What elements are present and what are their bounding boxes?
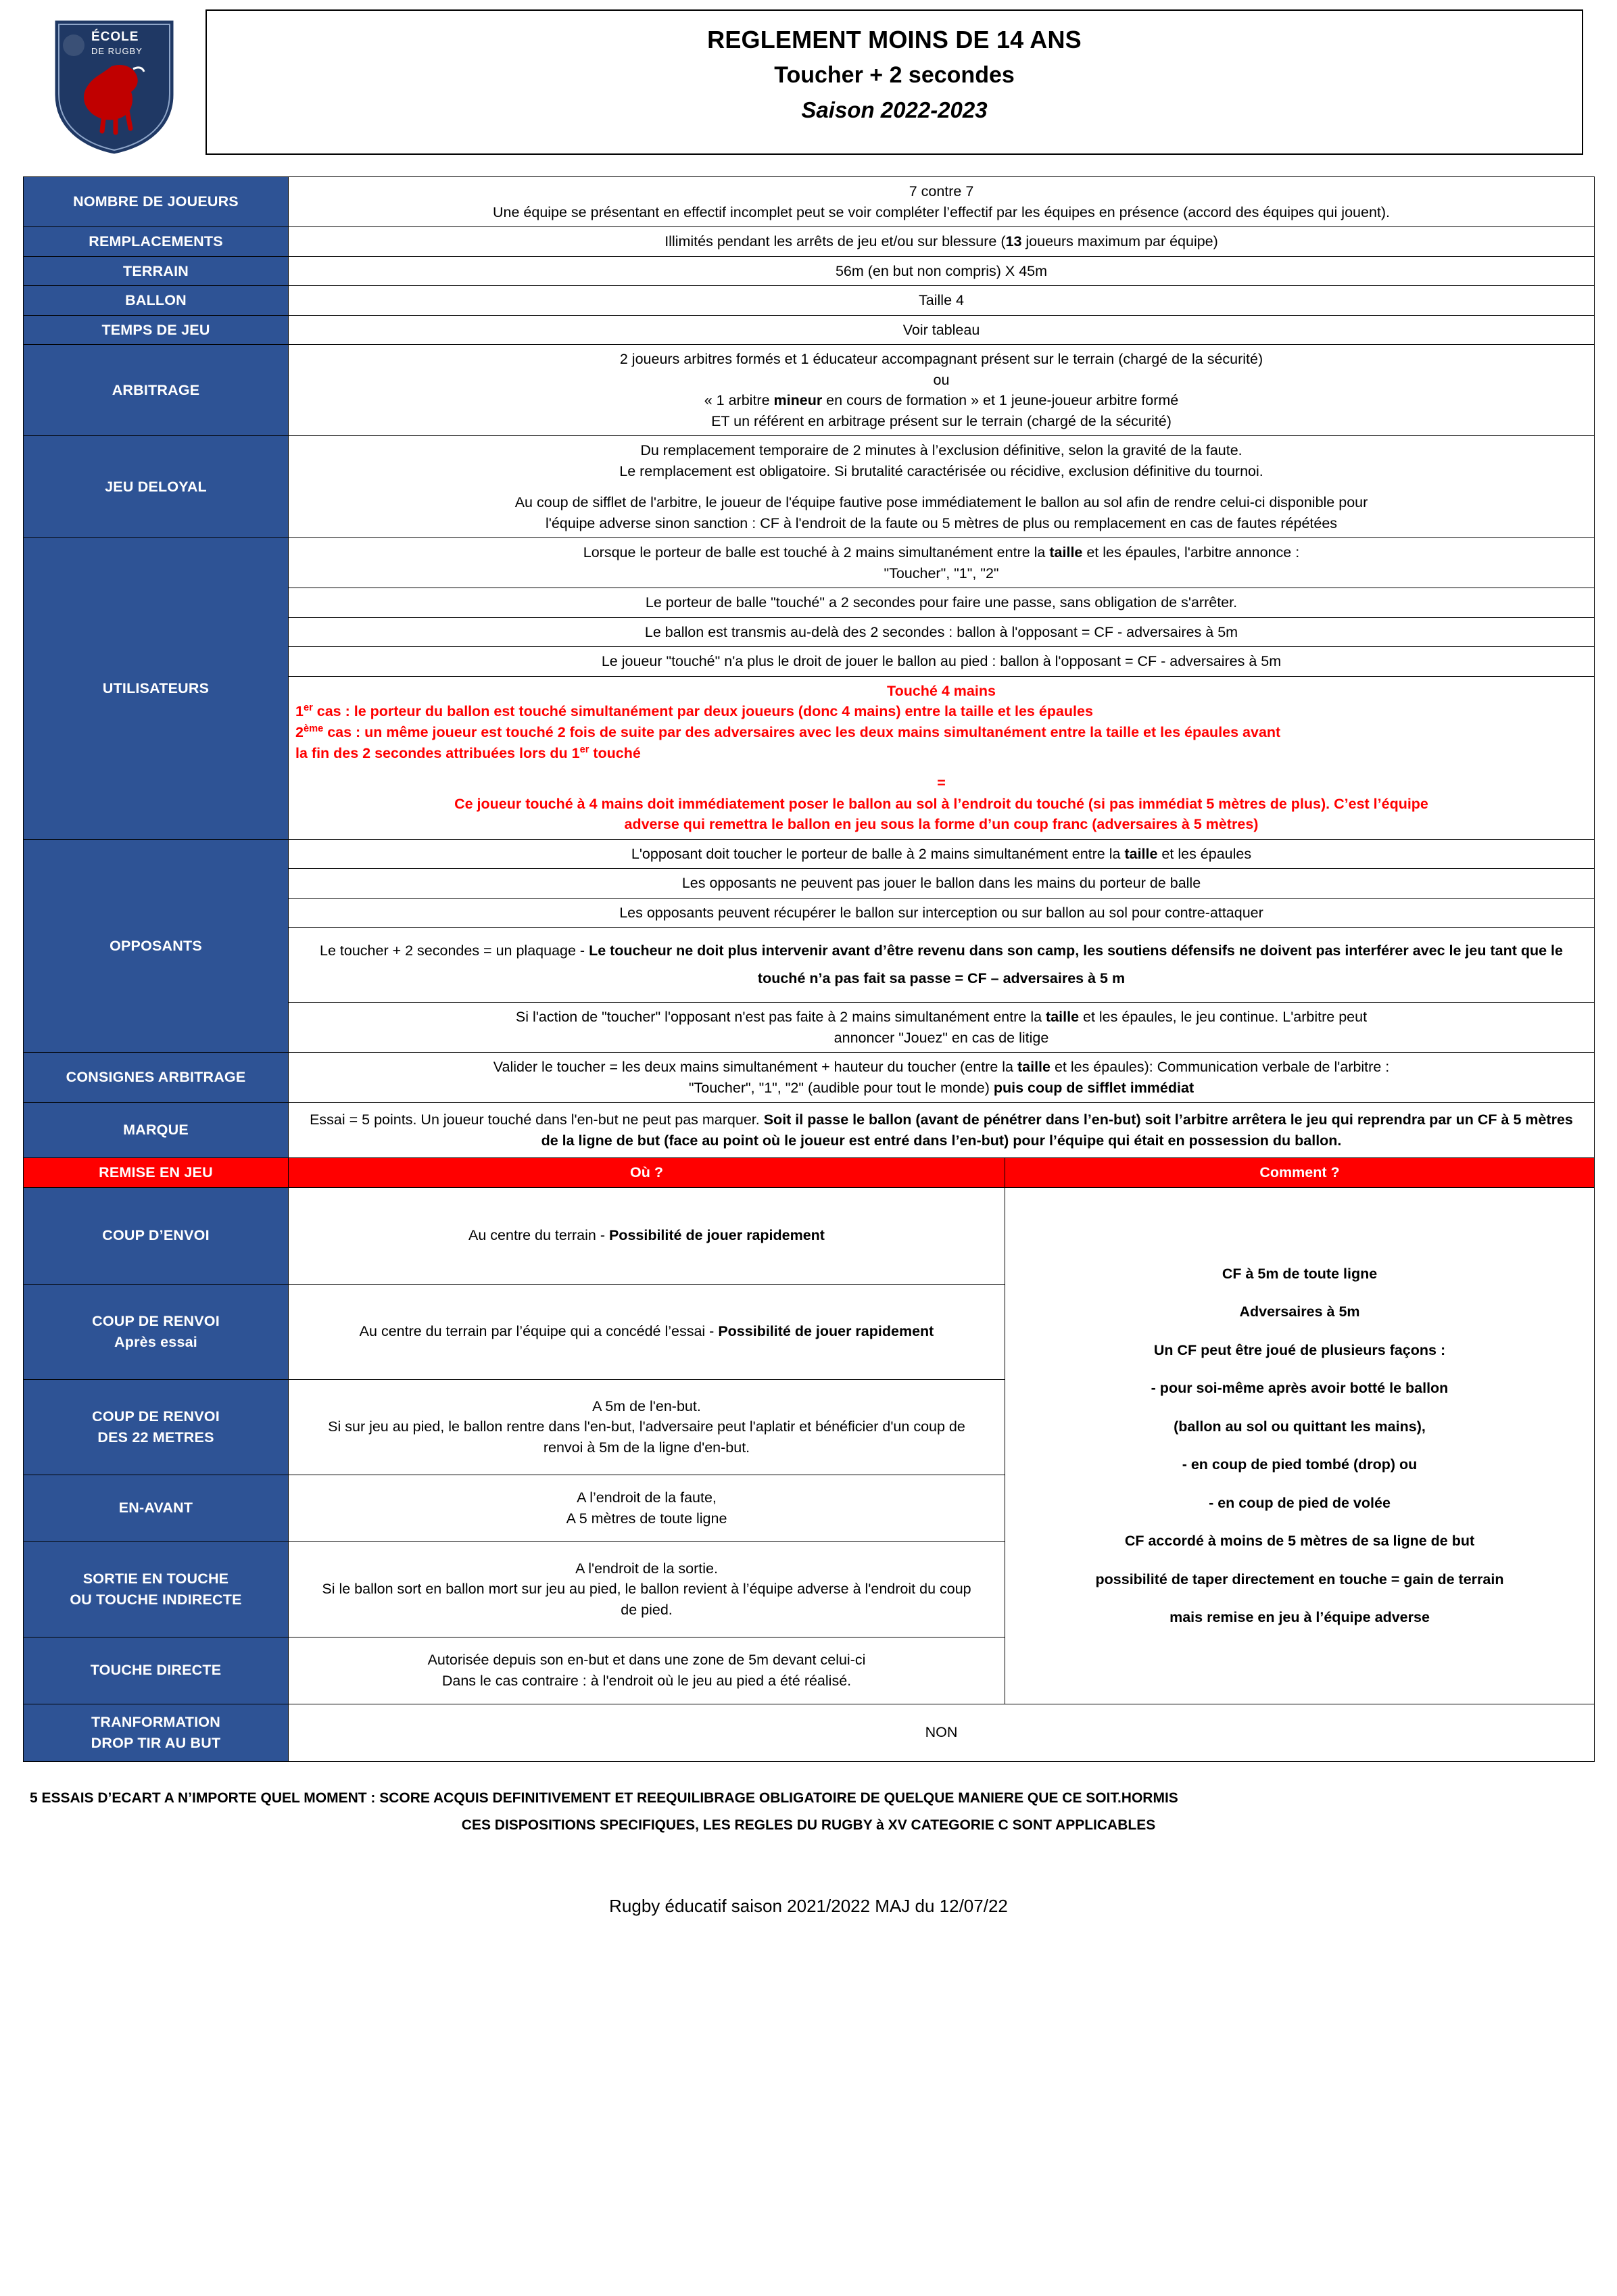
row-content-remplacements: [289, 227, 1595, 257]
row-label-remise-en-jeu: REMISE EN JEU: [24, 1158, 289, 1188]
row-content-coup-de-renvoi-22: [289, 1379, 1005, 1475]
svg-text:ÉCOLE: ÉCOLE: [91, 30, 139, 44]
row-label-jeu-deloyal: JEU DELOYAL: [24, 436, 289, 538]
title-box: [206, 9, 1583, 155]
text-line: Le remplacement est obligatoire. Si brutalité caractérisée ou récidive, exclusion définitive du tournoi.: [619, 462, 1263, 479]
table-row: [24, 1704, 1595, 1761]
text-line: mais remise en jeu à l’équipe adverse: [1169, 1609, 1430, 1626]
label-line: COUP DE RENVOI: [92, 1408, 220, 1425]
table-row: [24, 345, 1595, 436]
text-line: Si sur jeu au pied, le ballon rentre dans l'en-but, l'adversaire peut l'aplatir et bénéficier d'un coup de renvoi à 5m de la ligne d'en-but.: [328, 1418, 965, 1456]
row-label-arbitrage: ARBITRAGE: [24, 345, 289, 436]
text-line: 2 joueurs arbitres formés et 1 éducateur accompagnant présent sur le terrain (chargé de la sécurité): [619, 351, 1263, 368]
table-row: [24, 839, 1595, 869]
row-label-transformation: [24, 1704, 289, 1761]
text-fragment-bold: Possibilité de jouer rapidement: [718, 1323, 934, 1340]
text-line: [295, 1057, 1587, 1078]
text-line: [295, 390, 1587, 411]
text-fragment-bold: la fin des 2 secondes attribuées lors du 1: [295, 744, 580, 761]
table-row: [24, 1187, 1595, 1284]
text-fragment-bold: 13: [1005, 233, 1022, 250]
page-subtitle: Toucher + 2 secondes: [774, 62, 1015, 88]
row-label-coup-de-renvoi: [24, 1284, 289, 1379]
page-season: Saison 2022-2023: [801, 97, 988, 122]
row-label-nombre-de-joueurs: NOMBRE DE JOUEURS: [24, 177, 289, 227]
text-line: (ballon au sol ou quittant les mains),: [1174, 1418, 1426, 1435]
document-header: [0, 0, 1617, 159]
row-content-temps-de-jeu: Voir tableau: [289, 315, 1595, 345]
row-label-coup-de-renvoi-22: [24, 1379, 289, 1475]
text-line: Au coup de sifflet de l'arbitre, le joueur de l'équipe fautive pose immédiatement le ballon au sol afin de rendre celui-ci disponible pour: [514, 494, 1368, 511]
text-line: Du remplacement temporaire de 2 minutes à l’exclusion définitive, selon la gravité de la faute.: [640, 442, 1242, 459]
text-line: [295, 1007, 1587, 1028]
text-line: - pour soi-même après avoir botté le ballon: [1151, 1380, 1449, 1397]
text-fragment-bold: taille: [1017, 1059, 1051, 1076]
text-line: [295, 1078, 1587, 1099]
text-fragment-bold: cas : le porteur du ballon est touché simultanément par deux joueurs (donc 4 mains) entre la taille et les épaules: [312, 703, 1093, 720]
row-label-coup-denvoi: COUP D’ENVOI: [24, 1187, 289, 1284]
table-row: [24, 256, 1595, 286]
table-row: [24, 315, 1595, 345]
footer-note: [0, 1762, 1617, 1839]
table-row: [24, 538, 1595, 588]
footer-version: Rugby éducatif saison 2021/2022 MAJ du 12/07/22: [609, 1895, 1008, 1916]
text-line: [295, 701, 1587, 722]
row-content-consignes-arbitrage: [289, 1053, 1595, 1103]
footer-note-line-1: [30, 1785, 1587, 1812]
text-line: "Toucher", "1", "2": [884, 565, 999, 581]
column-header-ou: Où ?: [289, 1158, 1005, 1188]
row-content-sortie-en-touche: [289, 1541, 1005, 1637]
text-fragment: Si l'action de "toucher" l'opposant n'est pas faite à 2 mains simultanément entre la: [515, 1009, 1046, 1026]
column-header-comment: Comment ?: [1005, 1158, 1595, 1188]
table-row: [24, 1053, 1595, 1103]
row-content-opposants-2: Les opposants ne peuvent pas jouer le ballon dans les mains du porteur de balle: [289, 869, 1595, 899]
text-line: l'équipe adverse sinon sanction : CF à l'endroit de la faute ou 5 mètres de plus ou remplacement en cas de fautes répétées: [545, 515, 1338, 531]
row-content-nombre-de-joueurs: [289, 177, 1595, 227]
page-title: REGLEMENT MOINS DE 14 ANS: [707, 26, 1082, 53]
row-content-transformation: NON: [289, 1704, 1595, 1761]
text-superscript: er: [303, 702, 313, 714]
text-fragment-bold: Le toucheur ne doit plus intervenir avant d’être revenu dans son camp, les soutiens défensifs ne doivent pas interférer avec le jeu tant que le touché n’a pas fait sa passe = CF – adversaires à 5 m: [589, 942, 1563, 987]
text-fragment-bold: puis coup de sifflet immédiat: [993, 1079, 1194, 1096]
row-content-utilisateurs-touche-4-mains: [289, 676, 1595, 839]
text-fragment: et les épaules: [1157, 845, 1252, 862]
text-fragment-bold: mineur: [773, 392, 823, 409]
text-line: Autorisée depuis son en-but et dans une zone de 5m devant celui-ci: [427, 1652, 866, 1669]
text-fragment-bold: touché: [589, 744, 641, 761]
text-line: Si le ballon sort en ballon mort sur jeu au pied, le ballon revient à l’équipe adverse à l'endroit du coup de pied.: [322, 1581, 971, 1618]
label-line: COUP DE RENVOI: [92, 1313, 220, 1330]
text-line: possibilité de taper directement en touche = gain de terrain: [1095, 1571, 1504, 1587]
label-line: SORTIE EN TOUCHE: [82, 1571, 229, 1587]
text-fragment: Lorsque le porteur de balle est touché à 2 mains simultanément entre la: [583, 544, 1050, 561]
row-content-utilisateurs-4: Le joueur "touché" n'a plus le droit de jouer le ballon au pied : ballon à l'opposant = CF - adversaires à 5m: [289, 647, 1595, 677]
text-fragment-bold: taille: [1049, 544, 1083, 561]
row-label-marque: MARQUE: [24, 1103, 289, 1158]
text-fragment: et les épaules): Communication verbale de l'arbitre :: [1050, 1059, 1390, 1076]
footer-note-line-2: CES DISPOSITIONS SPECIFIQUES, LES REGLES DU RUGBY à XV CATEGORIE C SONT APPLICABLES: [461, 1817, 1156, 1833]
row-label-touche-directe: TOUCHE DIRECTE: [24, 1637, 289, 1704]
text-line: Dans le cas contraire : à l'endroit où le jeu au pied a été réalisé.: [441, 1672, 852, 1689]
text-line: Adversaires à 5m: [1239, 1304, 1360, 1320]
label-line: OU TOUCHE INDIRECTE: [70, 1591, 242, 1608]
row-content-opposants-3: Les opposants peuvent récupérer le ballon sur interception ou sur ballon au sol pour contre-attaquer: [289, 898, 1595, 928]
text-line: A l'endroit de la sortie.: [575, 1560, 718, 1577]
text-line: - en coup de pied tombé (drop) ou: [1182, 1456, 1418, 1473]
text-fragment-bold: taille: [1046, 1009, 1080, 1026]
table-row: [24, 177, 1595, 227]
text-fragment: joueurs maximum par équipe): [1021, 233, 1218, 250]
table-row: [24, 1103, 1595, 1158]
text-line: A 5m de l'en-but.: [592, 1397, 701, 1414]
text-fragment: et les épaules, le jeu continue. L'arbitre peut: [1079, 1009, 1368, 1026]
text-line: ou: [933, 371, 950, 388]
comment-column-content: [1005, 1187, 1595, 1704]
row-label-remplacements: REMPLACEMENTS: [24, 227, 289, 257]
label-line: DES 22 METRES: [97, 1429, 214, 1445]
text-fragment: en cours de formation » et 1 jeune-joueur arbitre formé: [822, 392, 1179, 409]
text-line: [295, 542, 1587, 563]
label-line: DROP TIR AU BUT: [91, 1734, 221, 1751]
text-line: ET un référent en arbitrage présent sur le terrain (chargé de la sécurité): [711, 412, 1172, 429]
row-content-opposants-1: [289, 839, 1595, 869]
text-fragment-bold: Possibilité de jouer rapidement: [608, 1227, 825, 1244]
text-fragment: Illimités pendant les arrêts de jeu et/ou sur blessure (: [665, 233, 1006, 250]
text-line: Ce joueur touché à 4 mains doit immédiatement poser le ballon au sol à l’endroit du touché (si pas immédiat 5 mètres de plus). C’est l’équipe: [454, 795, 1428, 812]
text-line: annoncer "Jouez" en cas de litige: [834, 1029, 1049, 1046]
text-fragment: Valider le toucher = les deux mains simultanément + hauteur du toucher (entre la: [493, 1059, 1017, 1076]
text-fragment-bold: Soit il passe le ballon (avant de pénétrer dans l’en-but) soit l’arbitre arrêtera le jeu qui reprendra par un CF à 5 mètres de la ligne de but (face au point où le joueur est entré dans l’en-but) pour l’équipe qui était en possession du ballon.: [541, 1111, 1573, 1149]
paragraph: [295, 492, 1587, 533]
row-content-ballon: Taille 4: [289, 286, 1595, 316]
row-content-utilisateurs-3: Le ballon est transmis au-delà des 2 secondes : ballon à l'opposant = CF - adversaires à 5m: [289, 617, 1595, 647]
equals-sign: =: [937, 775, 946, 792]
row-label-terrain: TERRAIN: [24, 256, 289, 286]
text-fragment: Le toucher + 2 secondes = un plaquage -: [320, 942, 589, 959]
text-line: CF à 5m de toute ligne: [1222, 1265, 1378, 1282]
row-content-coup-denvoi: [289, 1187, 1005, 1284]
row-label-en-avant: EN-AVANT: [24, 1475, 289, 1541]
text-line: Une équipe se présentant en effectif incomplet peut se voir compléter l’effectif par les équipes en présence (accord des équipes qui jouent).: [492, 204, 1391, 220]
text-line: Un CF peut être joué de plusieurs façons :: [1153, 1341, 1446, 1358]
row-content-touche-directe: [289, 1637, 1005, 1704]
logo-container: [23, 9, 206, 159]
row-content-en-avant: [289, 1475, 1005, 1541]
table-row: [24, 227, 1595, 257]
text-line: - en coup de pied de volée: [1209, 1494, 1391, 1511]
row-content-terrain: 56m (en but non compris) X 45m: [289, 256, 1595, 286]
text-line: [295, 743, 1587, 764]
row-content-opposants-5: [289, 1003, 1595, 1053]
row-content-utilisateurs-1: [289, 538, 1595, 588]
row-label-opposants: OPPOSANTS: [24, 839, 289, 1052]
row-content-coup-de-renvoi: [289, 1284, 1005, 1379]
table-row-header: [24, 1158, 1595, 1188]
text-fragment-bold: 2: [295, 724, 304, 741]
row-content-marque: [289, 1103, 1595, 1158]
row-content-opposants-4: [289, 928, 1595, 1003]
text-line: adverse qui remettra le ballon en jeu sous la forme d’un coup franc (adversaires à 5 mètres): [624, 816, 1259, 833]
row-content-utilisateurs-2: Le porteur de balle "touché" a 2 secondes pour faire une passe, sans obligation de s'arrêter.: [289, 588, 1595, 618]
text-line: 7 contre 7: [909, 183, 974, 199]
label-line: Après essai: [114, 1333, 197, 1350]
text-fragment: HORMIS: [1121, 1790, 1178, 1806]
ecole-de-rugby-logo: [47, 14, 182, 159]
text-fragment-bold: 1: [295, 703, 304, 720]
row-label-sortie-en-touche: [24, 1541, 289, 1637]
table-row: [24, 436, 1595, 538]
svg-text:DE RUGBY: DE RUGBY: [91, 46, 143, 56]
text-line: A 5 mètres de toute ligne: [566, 1510, 727, 1527]
row-content-arbitrage: [289, 345, 1595, 436]
text-fragment: Essai = 5 points. Un joueur touché dans l'en-but ne peut pas marquer.: [310, 1111, 764, 1128]
row-label-consignes-arbitrage: CONSIGNES ARBITRAGE: [24, 1053, 289, 1103]
text-line: A l’endroit de la faute,: [577, 1489, 717, 1506]
text-fragment: Au centre du terrain par l’équipe qui a concédé l’essai -: [359, 1323, 719, 1340]
paragraph: [295, 440, 1587, 481]
text-fragment-bold: taille: [1124, 845, 1158, 862]
text-fragment: "Toucher", "1", "2" (audible pour tout le monde): [688, 1079, 994, 1096]
rules-table-wrapper: [0, 159, 1617, 1762]
text-superscript: er: [579, 744, 589, 755]
rules-table: [23, 176, 1595, 1762]
row-label-temps-de-jeu: TEMPS DE JEU: [24, 315, 289, 345]
text-fragment: et les épaules, l'arbitre annonce :: [1082, 544, 1300, 561]
row-label-ballon: BALLON: [24, 286, 289, 316]
text-fragment: 5 ESSAIS D’ECART A N’IMPORTE QUEL MOMENT : SCORE ACQUIS DEFINITIVEMENT ET REEQUILIBRAGE OBLIGATOIRE DE QUELQUE MANIERE QUE CE SOIT.: [30, 1790, 1121, 1806]
row-content-jeu-deloyal: [289, 436, 1595, 538]
label-line: TRANFORMATION: [91, 1714, 220, 1731]
text-fragment: « 1 arbitre: [704, 392, 774, 409]
text-superscript: ème: [303, 723, 324, 734]
subsection-title: Touché 4 mains: [887, 682, 996, 699]
text-line: CF accordé à moins de 5 mètres de sa ligne de but: [1124, 1533, 1475, 1550]
row-label-utilisateurs: UTILISATEURS: [24, 538, 289, 840]
table-row: [24, 286, 1595, 316]
text-fragment: L'opposant doit toucher le porteur de balle à 2 mains simultanément entre la: [631, 845, 1125, 862]
text-fragment: Au centre du terrain -: [468, 1227, 609, 1244]
text-line: [295, 722, 1587, 743]
text-fragment-bold: cas : un même joueur est touché 2 fois de suite par des adversaires avec les deux mains simultanément entre la taille et les épaules avant: [323, 724, 1281, 741]
